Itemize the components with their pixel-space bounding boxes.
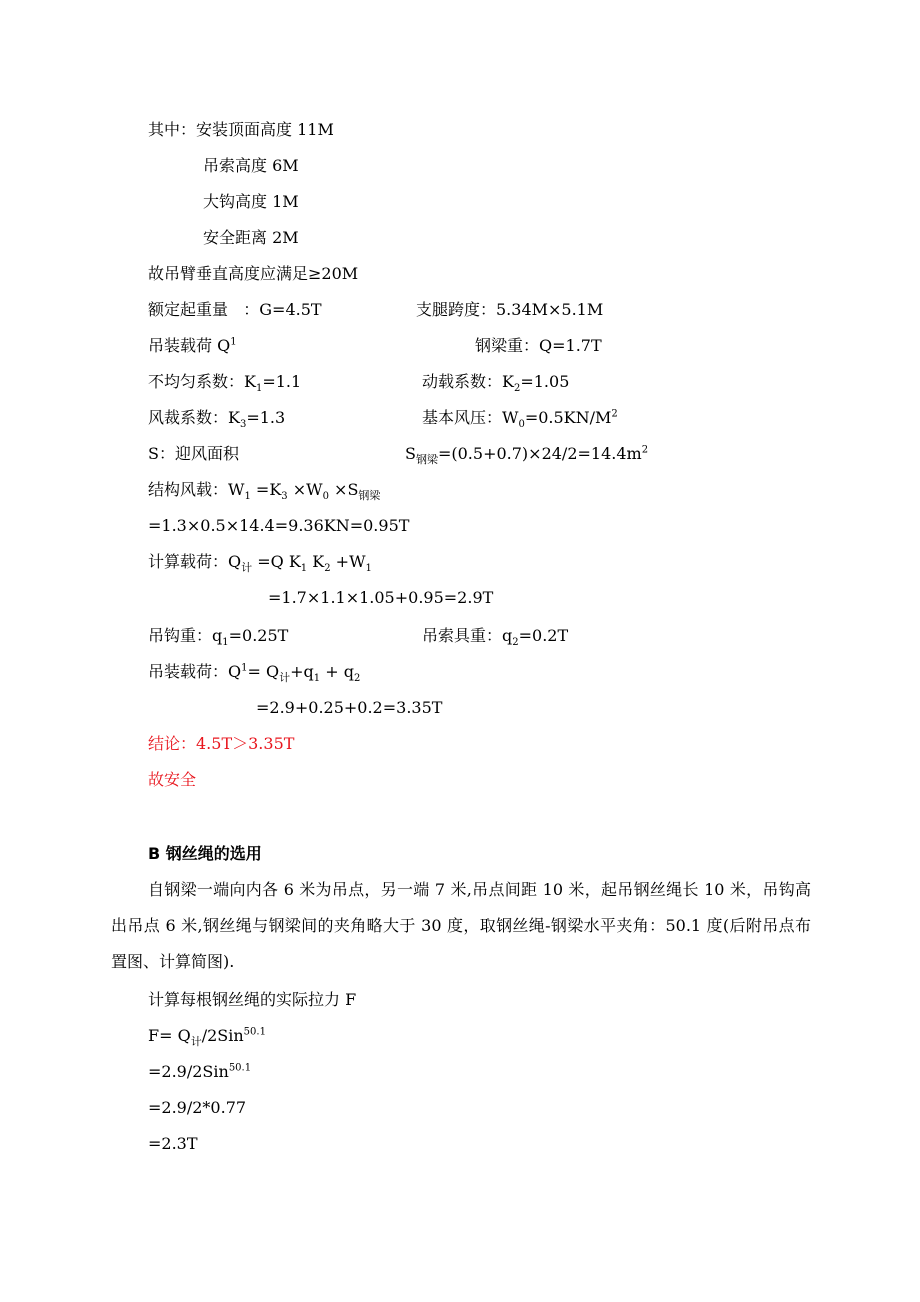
line-hook-height: 大钩高度 1M (203, 192, 299, 211)
section-heading: B 钢丝绳的选用 (148, 844, 262, 863)
line-conclusion: 结论：4.5T＞3.35T (148, 734, 295, 753)
line-lifting-load-formula: 吊装载荷：$Q^1= Q_计+q_1 + q_2$ (148, 662, 361, 685)
section-paragraph: 自钢梁一端向内各 6 米为吊点，另一端 7 米,吊点间距 10 米，起吊钢丝绳长 10 米，吊钩高出吊点 6 米,钢丝绳与钢梁间的夹角略大于 30 度，取钢丝绳-钢梁水平夹角：50.1 度(后附吊点布置图、计算简图). (111, 880, 811, 971)
line-sling-height: 吊索高度 6M (203, 156, 299, 175)
line-windward-area-formula: $S_{钢梁}=(0.5+0.7)\times 24/2=14.4m^2$ (405, 444, 649, 467)
line-safety-distance: 安全距离 2M (203, 228, 299, 247)
line-safe: 故安全 (148, 770, 197, 789)
line-structural-wind-load-result: =1.3×0.5×14.4=9.36KN=0.95T (148, 516, 410, 535)
line-hook-weight: 吊钩重：$q_1=0.25T$ (148, 626, 289, 649)
line-lifting-load-label: 吊装载荷 $Q^1$ (148, 336, 237, 355)
line-install-height: 其中：安装顶面高度 11M (148, 120, 334, 139)
line-rigging-weight: 吊索具重：$q_2=0.2T$ (422, 626, 569, 649)
line-tension-step1: =2.9/2Sin$^{50.1}$ (148, 1062, 252, 1081)
line-dynamic-coefficient: 动载系数：$K_2=1.05$ (422, 372, 570, 395)
line-lifting-load-result: =2.9+0.25+0.2=3.35T (256, 698, 443, 717)
line-tension-formula: $F= Q_计/2Sin^{50.1}$ (148, 1026, 266, 1049)
line-windward-area-label: S：迎风面积 (148, 444, 239, 463)
line-structural-wind-load: 结构风载：$W_1 =K_3 \times W_0 \times S_{钢梁}$ (148, 480, 381, 503)
line-uneven-coefficient: 不均匀系数：$K_1=1.1$ (148, 372, 302, 395)
line-calculated-load: 计算载荷：$Q_计 =Q$ $K_1$ $K_2 +W_1$ (148, 552, 372, 575)
line-calculated-load-result: =1.7×1.1×1.05+0.95=2.9T (268, 588, 494, 607)
line-outrigger-span: 支腿跨度：5.34M×5.1M (416, 300, 604, 319)
line-rope-tension-title: 计算每根钢丝绳的实际拉力 F (148, 990, 357, 1009)
line-boom-height-requirement: 故吊臂垂直高度应满足≥20M (148, 264, 359, 283)
line-wind-coefficient: 风裁系数：$K_3=1.3$ (148, 408, 286, 431)
line-rated-capacity: 额定起重量 ：G=4.5T (148, 300, 322, 319)
line-tension-result: =2.3T (148, 1134, 198, 1153)
line-basic-wind-pressure: 基本风压：$W_0=0.5KN/M^2$ (422, 408, 618, 431)
line-beam-weight: 钢梁重：Q=1.7T (475, 336, 602, 355)
line-tension-step2: =2.9/2*0.77 (148, 1098, 247, 1117)
